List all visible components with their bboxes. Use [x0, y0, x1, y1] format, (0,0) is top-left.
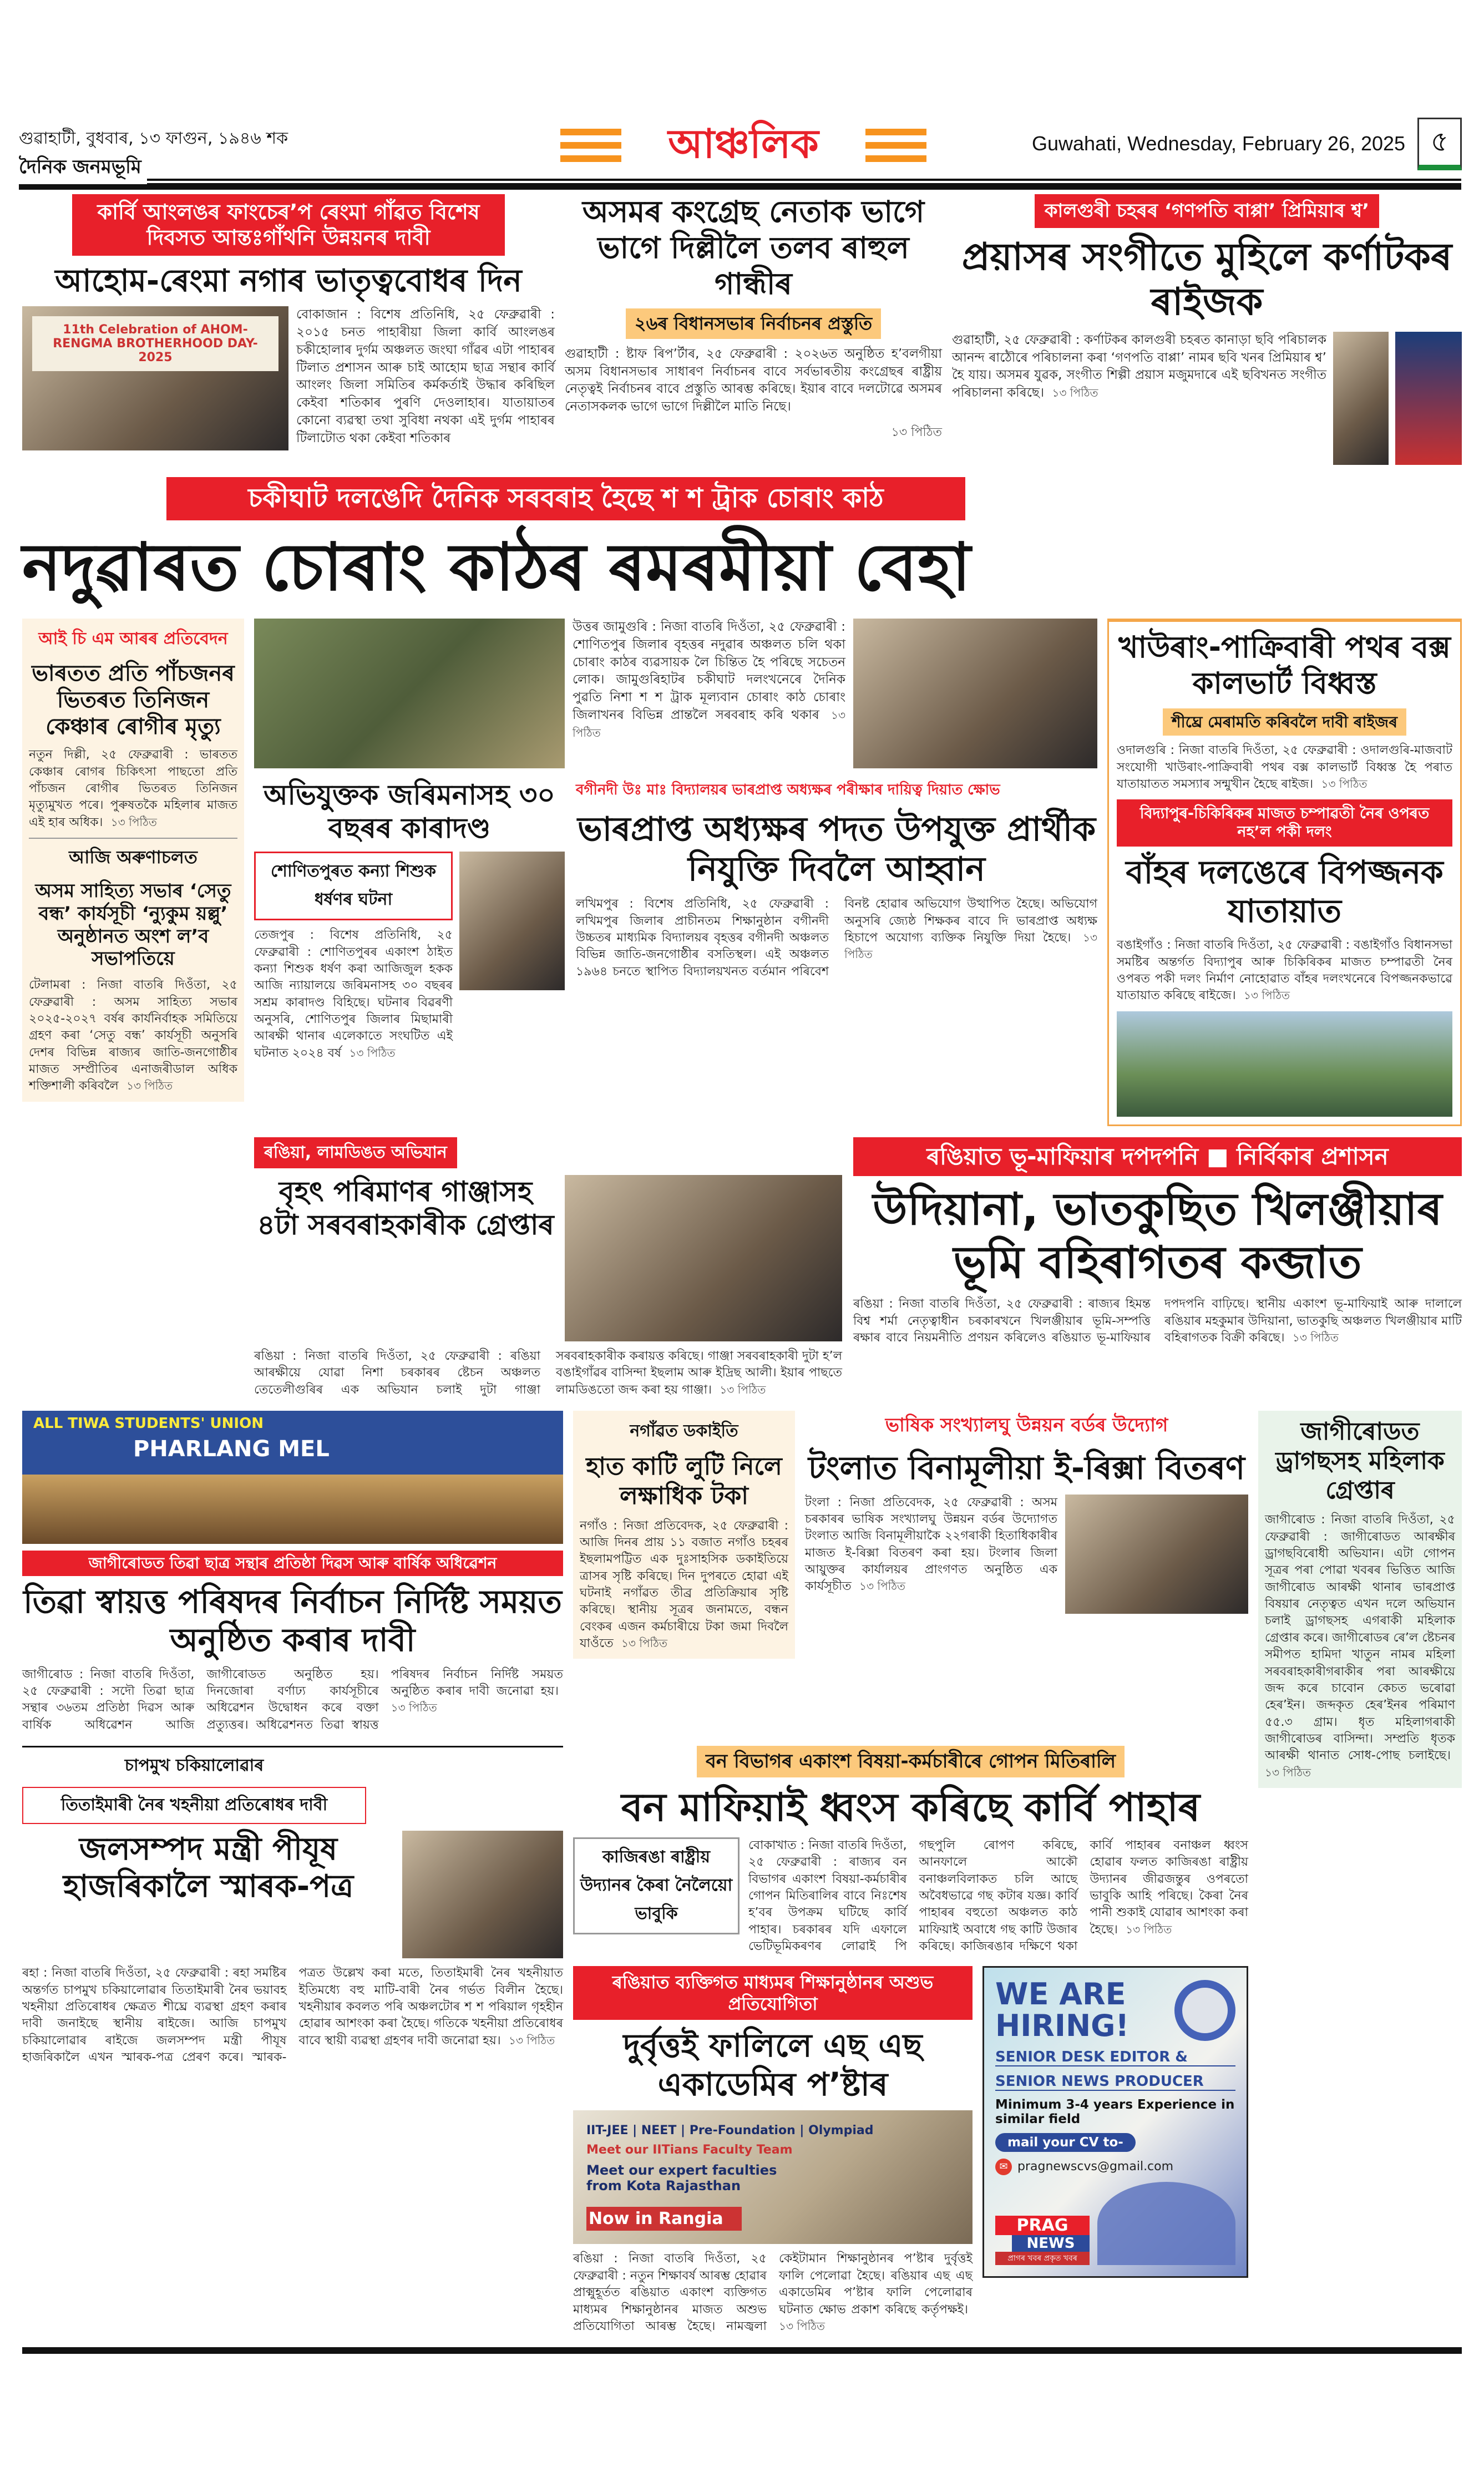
continued-label: ১৩ পিঠিত — [123, 1079, 173, 1093]
article-body: লখিমপুৰ : বিশেষ প্ৰতিনিধি, ২৫ ফেব্ৰুৱাৰী : লখিমপুৰ জিলাৰ প্ৰাচীনতম শিক্ষানুষ্ঠান বগীনদী উচ্চতৰ মাধ্যমিক বিদ্যালয়ৰ বৃহত্তৰ বগীনদী অঞ্চলত বিভিন্ন জাতি-জনগোষ্ঠীৰ বসতিস্থল। এই অঞ্চলত ১৯৬৪ চনতে স্থাপিত বিদ্যালয়খনত বৰ্তমান পৰিবেশ বিনষ্ট হোৱাৰ অভিযোগ উত্থাপিত হৈছে। অভিযোগ অনুসৰি জ্যেষ্ঠ শিক্ষকৰ বাবে দি ভাৰপ্ৰাপ্ত অধ্যক্ষ হিচাপে অযোগ্য ব্যক্তিক নিযুক্তি দিয়া হৈছে। ১৩ পিঠিত — [576, 897, 1098, 979]
story-brotherhood-day — [22, 194, 555, 450]
photo-timber-logs — [254, 619, 565, 768]
photo-delegation — [402, 1831, 563, 1958]
poster-title: IIT-JEE | NEET | Pre-Foundation | Olympiad — [586, 2124, 874, 2138]
story-congress — [565, 194, 942, 443]
story-boginodi-school — [576, 778, 1097, 980]
ad-headline: WE ARE HIRING! — [995, 1977, 1130, 2044]
photo-poster — [1395, 332, 1462, 465]
story-court-verdict — [254, 778, 565, 1062]
kicker: আজি অৰুণাচলত — [29, 838, 237, 873]
continued-label: ১৩ পিঠিত — [779, 2319, 825, 2333]
kicker-box: চকীঘাট দলঙেদি দৈনিক সৰবৰাহ হৈছে শ শ ট্ৰাক চোৰাং কাঠ — [166, 477, 965, 520]
illustration-interview — [1097, 2182, 1235, 2265]
continued-label: ১৩ পিঠিত — [844, 930, 1098, 961]
ad-role: SENIOR NEWS PRODUCER — [995, 2073, 1235, 2091]
article-body: তেজপুৰ : বিশেষ প্ৰতিনিধি, ২৫ ফেব্ৰুৱাৰী : শোণিতপুৰৰ একাংশ ঠাইত কন্যা শিশুক ধৰ্ষণ কৰা আজিজুল হকক আজি ন্যায়ালয়ে জৰিমনাসহ ৩০ বছৰৰ সশ্ৰম কাৰাদণ্ড বিহিছে। ঘটনাৰ বিৱৰণী অনুসৰি, শোণিতপুৰ জিলাৰ মিছামাৰী আৰক্ষী থানাৰ এলেকাতে সংঘটিত এই ঘটনাত ২০২৪ বৰ্ষ ১৩ পিঠিত — [254, 928, 453, 1060]
ad-requirement: Minimum 3-4 years Experience in similar field — [995, 2097, 1235, 2126]
story-ganapati-bappa — [952, 194, 1462, 465]
headline: তিৱা স্বায়ত্ত পৰিষদৰ নিৰ্বাচন নিৰ্দিষ্ট সময়ত অনুষ্ঠিত কৰাৰ দাবী — [23, 1582, 562, 1659]
photo-musician — [1333, 332, 1389, 465]
poster-line: Now in Rangia — [586, 2207, 742, 2231]
story-land-mafia — [853, 1137, 1462, 1346]
headline: জলসম্পদ মন্ত্ৰী পীযূষ হাজৰিকালৈ স্মাৰক-পত্ৰ — [63, 1831, 354, 1905]
continued-label: ১৩ পিঠিত — [855, 1579, 906, 1593]
article-body: ৰঙিয়া : নিজা বাতৰি দিওঁতা, ২৫ ফেব্ৰুৱাৰী : ৰঙিয়া আৰক্ষীয়ে যোৱা নিশা চৰকাৰৰ ষ্টেচন অঞ্চলত তেতেলীগুৰিৰ এক অভিযান চলাই দুটা গাঞ্জা সৰবৰাহকাৰীক কৰায়ত্ত কৰিছে। গাঞ্জা সৰবৰাহকাৰী দুটা হʼল বঙাইগাঁৱৰ বাসিন্দা ইছলাম আৰু ইদ্ৰিছ আলী। ইয়াৰ পাছতে লামডিঙতো জব্দ কৰা হয় গাঞ্জা। ১৩ পিঠিত — [254, 1349, 842, 1397]
photo-timber-truck — [853, 619, 1097, 768]
headline: বাঁহৰ দলঙেৰে বিপজ্জনক যাতায়াত — [1126, 853, 1444, 930]
kicker-box: ৰঙিয়া, লামডিঙত অভিযান — [254, 1137, 457, 1168]
nagaon-box — [573, 1411, 795, 1659]
photo-ganja-seizure — [565, 1175, 842, 1341]
kicker: ভাষিক সংখ্যালঘু উন্নয়ন বৰ্ডৰ উদ্যোগ — [885, 1414, 1168, 1436]
article-body: ৰহা : নিজা বাতৰি দিওঁতা, ২৫ ফেব্ৰুৱাৰী : ৰহা সমষ্টিৰ অন্তৰ্গত চাপমুখ চকিয়ালোৱাৰ তিতাইমাৰী নৈৰ ভয়াবহ খহনীয়া প্ৰতিৰোধৰ ক্ষেত্ৰত শীঘ্ৰে ব্যৱস্থা গ্ৰহণ কৰাৰ দাবী জনাইছে স্থানীয় ৰাইজে। আজি চাপমুখ চকিয়ালোৱাৰ ৰাইজে জলসম্পদ মন্ত্ৰী পীযূষ হাজৰিকালৈ এখন স্মাৰক-পত্ৰ প্ৰেৰণ কৰে। স্মাৰক-পত্ৰত উল্লেখ কৰা মতে, তিতাইমাৰী নৈৰ খহনীয়াত ইতিমধ্যে বহু মাটি-বাৰী নৈৰ গৰ্ভত বিলীন হৈছে। খহনীয়াৰ কবলত পৰি অঞ্চলটোৰ শ শ পৰিয়াল গৃহহীন হোৱাৰ আশংকা কৰা হৈছে। গতিকে খহনীয়া প্ৰতিৰোধৰ বাবে স্থায়ী ব্যৱস্থা গ্ৰহণৰ দাবী জনোৱা হয়। ১৩ পিঠিত — [22, 1966, 563, 2064]
continued-label: ১৩ পিঠিত — [617, 1637, 668, 1650]
right-column-box — [1258, 1411, 1462, 1788]
article-body: গুৱাহাটী, ২৫ ফেব্ৰুৱাৰী : কৰ্ণাটকৰ কালগুৰী চহৰত কানাড়া ছবি পৰিচালক আনন্দ ৰাঠৌৰে পৰিচালনা কৰা ‘গণপতি বাপ্পা’ নামৰ ছবি খনৰ প্ৰিমিয়াৰ শ্ব’ হৈ যায়। অসমৰ যুৱক, সংগীত শিল্পী প্ৰয়াস মজুমদাৰে এই ছবিখনত সংগীত পৰিচালনা কৰিছে। ১৩ পিঠিত — [952, 332, 1326, 401]
headline: অভিযুক্তক জৰিমনাসহ ৩০ বছৰৰ কাৰাদণ্ড — [264, 779, 555, 845]
article-body: বোকাখাত : নিজা বাতৰি দিওঁতা, ২৫ ফেব্ৰুৱাৰী : ৰাজ্যৰ বন বিভাগৰ একাংশ বিষয়া-কৰ্মচাৰীৰ গোপন মিতিৰালিৰ বাবে নিঃশেষ হʼবৰ উপক্ৰম ঘটিছে কাৰ্বি পাহাৰ। চৰকাৰৰ যদি এফালে ভেটিভূমিকৰণৰ লোৱাই পি গছপুলি ৰোপণ কৰিছে, আনফালে আকৌ বনাঞ্চলবিলাকত চলি আছে অবৈধভাৱে গছ কটাৰ যজ্ঞ। কাৰ্বি পাহাৰৰ বহুতো অঞ্চলত কাঠ মাফিয়াই অবাধে গছ কাটি উজাৰ কৰিছে। কাজিৰঙাৰ দক্ষিণে থকা কাৰ্বি পাহাৰৰ বনাঞ্চল ধ্বংস হোৱাৰ ফলত কাজিৰঙা ৰাষ্ট্ৰীয় উদ্যানৰ জীৱজন্তুৰ ওপৰতো ভাবুকি আহি পৰিছে। কৈৰা নৈৰ পানী শুকাই যোৱাৰ আশংকা কৰা হৈছে। ১৩ পিঠিত — [748, 1838, 1248, 1954]
banner-event: PHARLANG MEL — [133, 1436, 330, 1462]
continued-label: ১৩ পিঠিত — [107, 815, 157, 829]
kicker-box: ৰঙিয়াত ব্যক্তিগত মাধ্যমৰ শিক্ষানুষ্ঠানৰ অশুভ প্ৰতিযোগিতা — [573, 1966, 973, 2020]
story-e-rickshaw — [805, 1411, 1248, 1614]
lead-headline: নদুৱাৰত চোৰাং কাঠৰ ৰমৰমীয়া বেহা — [22, 528, 971, 605]
headline: আহোম-ৰেংমা নগাৰ ভাতৃত্ববোধৰ দিন — [55, 263, 522, 300]
logo-bottom: NEWS — [1012, 2235, 1090, 2252]
kicker: আই চি এম আৰৰ প্ৰতিবেদন — [38, 629, 228, 649]
article-body: ৰঙিয়া : নিজা বাতৰি দিওঁতা, ২৫ ফেব্ৰুৱাৰী : ৰাজ্যৰ হিমন্ত বিশ্ব শৰ্মা নেতৃত্বাধীন চৰকাৰখনে খিলঞ্জীয়াৰ ভূমি-সম্পত্তি ৰক্ষাৰ বাবে নিয়মনীতি প্ৰণয়ন কৰিলেও ৰঙিয়াত ভূ-মাফিয়াৰ দপদপনি বাঢ়িছে। স্থানীয় একাংশ ভূ-মাফিয়াই আৰু দালালে ৰঙিয়াৰ মহকুমাৰ উদিয়ানা, ভাতকুছি অঞ্চলত খিলঞ্জীয়াৰ মাটি বহিৰাগতক বিক্ৰী কৰিছে। ১৩ পিঠিত — [853, 1297, 1462, 1345]
photo-torn-poster — [573, 2110, 973, 2244]
article-body: জাগীৰোড : নিজা বাতৰি দিওঁতা, ২৫ ফেব্ৰুৱাৰী : সদৌ তিৱা ছাত্ৰ সন্থাৰ ৩৬তম প্ৰতিষ্ঠা দিৱস আৰু বাৰ্ষিক অধিৱেশন আজি জাগীৰোডত অনুষ্ঠিত হয়। দিনজোৰা বৰ্ণাঢ্য কাৰ্যসূচীৰে অধিৱেশন উদ্বোধন কৰে বক্তা প্ৰত্যুত্তৰ। অধিৱেশনত তিৱা স্বায়ত্ত পৰিষদৰ নিৰ্বাচন নিৰ্দিষ্ট সময়ত অনুষ্ঠিত কৰাৰ দাবী জনোৱা হয়। ১৩ পিঠিত — [22, 1667, 563, 1732]
mail-icon: ✉ — [995, 2159, 1012, 2175]
left-column-box — [22, 619, 244, 1102]
photo-accused — [459, 852, 565, 990]
subhead-box: ২৬ৰ বিধানসভাৰ নিৰ্বাচনৰ প্ৰস্তুতি — [626, 308, 881, 338]
orange-bars-right — [865, 129, 926, 162]
photo-caption: জাগীৰোডত তিৱা ছাত্ৰ সন্থাৰ প্ৰতিষ্ঠা দিৱস আৰু বাৰ্ষিক অধিৱেশন — [22, 1551, 563, 1576]
kicker-box: কালগুৰী চহৰৰ ‘গণপতি বাপ্পা’ প্ৰিমিয়াৰ শ্ব’ — [1035, 194, 1379, 228]
logo-top: PRAG — [995, 2216, 1090, 2235]
header-rule — [19, 179, 1461, 181]
header-date-assamese: গুৱাহাটী, বুধবাৰ, ১৩ ফাগুন, ১৯৪৬ শক — [19, 129, 288, 148]
megaphone-icon — [1174, 1980, 1235, 2041]
headline: খাউৰাং-পাক্ৰিবাৰী পথৰ বক্স কালভাৰ্ট বিধ্বস্ত — [1118, 630, 1451, 701]
story-tiwa-union — [22, 1411, 563, 1734]
article-body: টংলা : নিজা প্ৰতিবেদক, ২৫ ফেব্ৰুৱাৰী : অসম চৰকাৰৰ ভাষিক সংখ্যালঘু উন্নয়ন বৰ্ডৰ উদ্যোগত টংলাত আজি বিনামূলীয়াকৈ ২২গৰাকী হিতাধিকাৰীৰ মাজত ই-ৰিক্সা বিতৰণ কৰা হয়। টংলাৰ জিলা আয়ুক্তৰ কাৰ্যালয়ৰ প্ৰাংগণত অনুষ্ঠিত এক কাৰ্যসূচীত ১৩ পিঠিত — [805, 1495, 1057, 1594]
continued-label: ১৩ পিঠিত — [1122, 1922, 1172, 1936]
footer-rule — [22, 2347, 1462, 2354]
headline: প্ৰয়াসৰ সংগীতে মুহিলে কৰ্ণাটকৰ ৰাইজক — [961, 235, 1452, 325]
continued-label: ১৩ পিঠিত — [1318, 777, 1367, 791]
article-body: ওদালগুৰি : নিজা বাতৰি দিওঁতা, ২৫ ফেব্ৰুৱাৰী : ওদালগুৰি-মাজবাট সংযোগী খাউৰাং-পাক্ৰিবাৰী পথৰ বক্স কালভাৰ্ট বিধ্বস্ত হৈ পৰাত যাতায়াতত সমস্যাৰ সন্মুখীন হৈছে ৰাইজ। ১৩ পিঠিত — [1117, 743, 1452, 792]
ad-cta: mail your CV to- — [995, 2133, 1136, 2152]
article-body: নগাঁও : নিজা প্ৰতিবেদক, ২৫ ফেব্ৰুৱাৰী : আজি দিনৰ প্ৰায় ১১ বজাত নগাঁও চহৰৰ ইছলামপট্টিত এক দুঃসাহসিক ডকাইতিয়ে ত্ৰাসৰ সৃষ্টি কৰিছে। দিন দুপৰতে হোৱা এই ঘটনাই নগাঁৱত তীব্ৰ প্ৰতিক্ৰিয়াৰ সৃষ্টি কৰিছে। স্থানীয় সূত্ৰৰ জনামতে, বন্ধন বেংকৰ এজন কৰ্মচাৰীয়ে টকা জমা দিবলৈ যাওঁতে ১৩ পিঠিত — [580, 1518, 788, 1651]
headline: বৃহৎ পৰিমাণৰ গাঞ্জাসহ ৪টা সৰবৰাহকাৰীক গ্ৰেপ্তাৰ — [257, 1175, 554, 1241]
right-box — [1107, 619, 1462, 1126]
kicker: নগাঁৱত ডকাইতি — [630, 1421, 738, 1441]
headline: উদিয়ানা, ভাতকুছিত খিলঞ্জীয়াৰ ভূমি বহিৰাগতৰ কব্জাত — [873, 1183, 1442, 1289]
article-body: গুৱাহাটী : ষ্টাফ ৰিপʼৰ্টাৰ, ২৫ ফেব্ৰুৱাৰী : ২০২৬ত অনুষ্ঠিত হʼবলগীয়া অসম বিধানসভাৰ সাধাৰণ নিৰ্বাচনৰ বাবে সৰ্বভাৰতীয় কংগ্ৰেছৰ ৰাষ্ট্ৰীয় নেতৃত্বই নিৰ্বাচনৰ বাবে প্ৰস্তুতি আৰম্ভ কৰিছে। ইয়াৰ বাবে দলটোৱে অসমৰ নেতাসকলক ভাগে ভাগে দিল্লীলৈ মাতি নিছে। — [565, 346, 942, 414]
subhead-box: শীঘ্ৰে মেৰামতি কৰিবলৈ দাবী ৰাইজৰ — [1163, 708, 1406, 736]
headline: টংলাত বিনামূলীয়া ই-ৰিক্সা বিতৰণ — [808, 1448, 1245, 1487]
headline: ভাৰতত প্ৰতি পাঁচজনৰ ভিতৰত তিনিজন কেঞ্চাৰ ৰোগীৰ মৃত্যু — [32, 661, 235, 740]
kicker-box: তিতাইমাৰী নৈৰ খহনীয়া প্ৰতিৰোধৰ দাবী — [22, 1787, 366, 1824]
headline: জাগীৰোডত ড্ৰাগছসহ মহিলাক গ্ৰেপ্তাৰ — [1275, 1417, 1445, 1504]
article-body: উত্তৰ জামুগুৰি : নিজা বাতৰি দিওঁতা, ২৫ ফেব্ৰুৱাৰী : শোণিতপুৰ জিলাৰ বৃহত্তৰ নদুৱাৰ অঞ্চলত চলি থকা চোৰাং কাঠৰ ব্যৱসায়ক লৈ চিন্তিত হৈ পৰিছে সচেতন লোক। জামুগুৰিহাটৰ চকীঘাট দলংখনেৰে দৈনিক পুৱতি নিশা শ শ ট্ৰাক মূল্যবান চোৰাং কাঠ চোৰাং জিলাখনৰ বিভিন্ন প্ৰান্তলৈ সৰবৰাহ কৰি থকাৰ ১৩ পিঠিত — [573, 620, 845, 739]
prag-news-logo — [995, 2216, 1090, 2265]
article-body: ৰঙিয়া : নিজা বাতৰি দিওঁতা, ২৫ ফেব্ৰুৱাৰী : নতুন শিক্ষাবৰ্ষ আৰম্ভ হোৱাৰ প্ৰাক্মুহূৰ্তত ৰঙিয়াত একাংশ ব্যক্তিগত মাধ্যমৰ শিক্ষানুষ্ঠানৰ মাজত অশুভ প্ৰতিযোগিতা আৰম্ভ হৈছে। নামজ্বলা কেইটামান শিক্ষানুষ্ঠানৰ পʼষ্টাৰ দুৰ্বৃত্তই ফালি পেলোৱা হৈছে। ৰঙিয়াৰ এছ এছ একাডেমিৰ পʼষ্টাৰ ফালি পেলোৱাৰ ঘটনাত ক্ষোভ প্ৰকাশ কৰিছে কৰ্তৃপক্ষই। ১৩ পিঠিত — [573, 2252, 973, 2333]
kicker: বগীনদী উঃ মাঃ বিদ্যালয়ৰ ভাৰপ্ৰাপ্ত অধ্যক্ষৰ পৰীক্ষাৰ দায়িত্ব দিয়াত ক্ষোভ — [576, 782, 1000, 799]
section-title: আঞ্চলিক — [668, 120, 819, 167]
story-academy-poster — [573, 1966, 973, 2335]
paper-name: দৈনিক জনমভূমি — [19, 153, 147, 184]
article-body: টেলামৰা : নিজা বাতৰি দিওঁতা, ২৫ ফেব্ৰুৱাৰী : অসম সাহিত্য সভাৰ ২০২৫-২০২৭ বৰ্ষৰ কাৰ্যনিৰ্বাহক সমিতিয়ে গ্ৰহণ কৰা ‘সেতু বন্ধ’ কাৰ্যসূচী অনুসৰি দেশৰ বিভিন্ন ৰাজ্যৰ জাতি-জনগোষ্ঠীৰ মাজত সম্প্ৰীতিৰ এনাজৰীডাল অধিক শক্তিশালী কৰিবলৈ ১৩ পিঠিত — [29, 978, 237, 1093]
ad-email[interactable]: pragnewscvs@gmail.com — [1017, 2160, 1174, 2174]
continued-label: ১৩ পিঠিত — [1049, 386, 1098, 400]
ad-role: SENIOR DESK EDITOR & — [995, 2049, 1235, 2066]
continued-label: ১৩ পিঠিত — [346, 1046, 396, 1060]
article-body: জাগীৰোড : নিজা বাতৰি দিওঁতা, ২৫ ফেব্ৰুৱাৰী : জাগীৰোডত আৰক্ষীৰ ড্ৰাগছবিৰোধী অভিযান। এটা গোপন সূত্ৰৰ পৰা পোৱা খবৰৰ ভিত্তিত আজি জাগীৰোড আৰক্ষী থানাৰ ভাৰপ্ৰাপ্ত বিষয়াৰ নেতৃত্বত এখন দলে অভিযান চলাই ড্ৰাগছসহ এগৰাকী মহিলাক গ্ৰেপ্তাৰ কৰে। জাগীৰোডৰ ৰেʼল ষ্টেচনৰ সমীপত হামিদা খাতুন নামৰ মহিলা সৰবৰাহকাৰীগৰাকীৰ পৰা আৰক্ষীয়ে জব্দ কৰে চাবোন কেচত ভৰোৱা হেৰʼইন। জব্দকৃত হেৰʼইনৰ পৰিমাণ ৫৫.৩ গ্ৰাম। ধৃত মহিলাগৰাকী জাগীৰোডৰ বাসিন্দা। সম্প্ৰতি ধৃতক আৰক্ষী থানাত সোধ-পোছ চলাইছে। ১৩ পিঠিত — [1265, 1513, 1455, 1779]
hiring-ad[interactable] — [982, 1966, 1248, 2277]
photo-bamboo-bridge — [1117, 1011, 1452, 1117]
continued-label: ১৩ পিঠিত — [1265, 1765, 1311, 1779]
headline: বন মাফিয়াই ধ্বংস কৰিছে কাৰ্বি পাহাৰ — [621, 1784, 1201, 1830]
continued-label: ১৩ পিঠিত — [573, 708, 845, 739]
continued-label: ১৩ পিঠিত — [891, 425, 942, 439]
kicker-box: বন বিভাগৰ একাংশ বিষয়া-কৰ্মচাৰীৰে গোপন মিতিৰালি — [697, 1746, 1125, 1777]
article-body: নতুন দিল্লী, ২৫ ফেব্ৰুৱাৰী : ভাৰতত কেঞ্চাৰ ৰোগৰ চিকিৎসা পাছতো প্ৰতি পাঁচজন ৰোগীৰ ভিতৰত তিনিজন মৃত্যুমুখত পৰে। পুৰুষতকৈ মহিলাৰ মাজত এই হাৰ অধিক। ১৩ পিঠিত — [29, 748, 237, 829]
article-body: বোকাজান : বিশেষ প্ৰতিনিধি, ২৫ ফেব্ৰুৱাৰী : ২০১৫ চনত পাহাৰীয়া জিলা কাৰ্বি আংলঙৰ চকীহোলাৰ দুৰ্গম অঞ্চলত জংঘা গাঁৱৰ এটা পাহাৰৰ টিলাত প্ৰশাসন আৰু চাই আহোম ছাত্ৰ সন্থাৰ কাৰ্বি আংলং জিলা সমিতিৰ কৰ্মকৰ্তাই উদ্ধাৰ কৰিছিল কেইবা শতিকাৰ পুৰণি দেওলাহাৰ। যাতায়াতৰ কোনো ব্যৱস্থা তথা সুবিধা নথকা এই দুৰ্গম পাহাৰৰ টিলাটোত থকা কেইবা শতিকাৰ — [296, 307, 555, 445]
article-body: বঙাইগাঁও : নিজা বাতৰি দিওঁতা, ২৫ ফেব্ৰুৱাৰী : বঙাইগাঁও বিধানসভা সমষ্টিৰ অন্তৰ্গত বিদ্যাপুৰ আৰু চিকিৰিকৰ মাজত চম্পাৱতী নৈৰ ওপৰত পকী দলং নিৰ্মাণ নোহোৱাত বাঁহৰ দলংখনেৰে বিপজ্জনকভাৱে যাতায়াত কৰিছে ৰাইজে। ১৩ পিঠিত — [1117, 938, 1452, 1003]
banner-text: 11th Celebration of AHOM-RENGMA BROTHERHOOD DAY-2025 — [32, 316, 278, 371]
header-rule-thick — [19, 183, 1461, 190]
kicker: চাপমুখ চকিয়ালোৱাৰ — [124, 1756, 264, 1776]
kicker-box: বিদ্যাপুৰ-চিকিৰিকৰ মাজত চম্পাৱতী নৈৰ ওপৰত নহʼল পকী দলং — [1117, 799, 1452, 847]
poster-line: Meet our expert faculties from Kota Rajasthan — [586, 2162, 777, 2194]
kicker-box: ৰঙিয়াত ভূ-মাফিয়াৰ দপদপনি ■ নিৰ্বিকাৰ প্ৰশাসন — [853, 1137, 1462, 1176]
photo-brotherhood-day — [22, 306, 288, 450]
headline: অসমৰ কংগ্ৰেছ নেতাক ভাগে ভাগে দিল্লীলৈ তলব ৰাহুল গান্ধীৰ — [582, 194, 925, 301]
continued-label: ১৩ পিঠিত — [716, 1382, 766, 1396]
continued-label: ১৩ পিঠিত — [505, 2033, 555, 2047]
page-header — [0, 0, 1484, 194]
logo-tagline: প্ৰাগৰ খবৰ প্ৰকৃত খবৰ — [995, 2252, 1090, 2265]
continued-label: ১৩ পিঠিত — [1240, 989, 1290, 1002]
headline: ভাৰপ্ৰাপ্ত অধ্যক্ষৰ পদত উপযুক্ত প্ৰাৰ্থীক নিযুক্তি দিবলৈ আহ্বান — [577, 810, 1096, 889]
photo-e-rickshaw — [1065, 1495, 1248, 1614]
inset-box: কাজিৰঙা ৰাষ্ট্ৰীয় উদ্যানৰ কৈৰা নৈলৈয়ো ভাবুকি — [573, 1837, 740, 1934]
page-number: ৫ — [1417, 118, 1462, 170]
story-erosion-memorandum — [22, 1746, 563, 2066]
headline: দুৰ্বৃত্তই ফালিলে এছ এছ একাডেমিৰ পʼষ্টাৰ — [623, 2027, 923, 2103]
orange-bars-left — [560, 129, 621, 162]
header-date-english: Guwahati, Wednesday, February 26, 2025 — [1032, 132, 1406, 155]
story-ganja-seizure — [254, 1137, 842, 1399]
headline: হাত কাটি লুটি নিলে লক্ষাধিক টকা — [586, 1452, 782, 1510]
story-forest-mafia — [573, 1746, 1248, 1955]
continued-label: ১৩ পিঠিত — [391, 1701, 437, 1715]
poster-line: Meet our IITians Faculty Team — [586, 2143, 793, 2157]
headline: অসম সাহিত্য সভাৰ ‘সেতু বন্ধ’ কাৰ্যসূচী ‘ন্যুকুম য়ল্লু’ অনুষ্ঠানত অংশ ল’ব সভাপতিয়ে — [35, 879, 231, 970]
continued-label: ১৩ পিঠিত — [1289, 1330, 1339, 1344]
photo-tiwa-event — [22, 1411, 563, 1544]
banner-org: ALL TIWA STUDENTS' UNION — [33, 1415, 264, 1432]
kicker-box: কাৰ্বি আংলঙৰ ফাংচেৰʼপ ৰেংমা গাঁৱত বিশেষ দিবসত আন্তঃগাঁথনি উন্নয়নৰ দাবী — [72, 194, 505, 256]
kicker-box: শোণিতপুৰত কন্যা শিশুক ধৰ্ষণৰ ঘটনা — [254, 852, 453, 920]
